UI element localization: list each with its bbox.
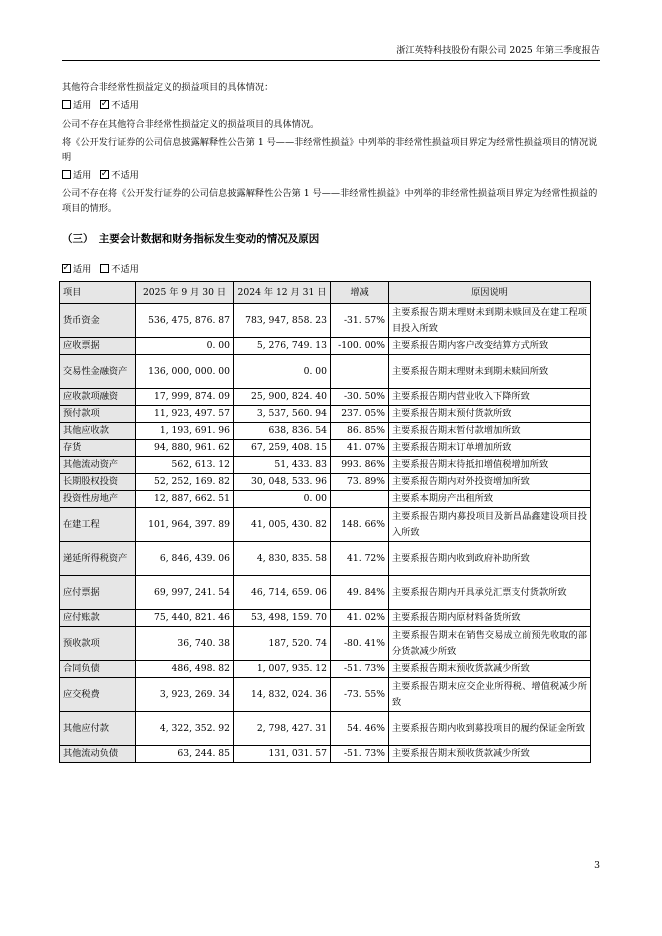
- cell-item: 应收款项融资: [60, 389, 136, 406]
- table-header-row: [60, 282, 591, 304]
- cell-item: 应收票据: [60, 338, 136, 355]
- cell-current: 486, 498. 82: [136, 661, 234, 678]
- cell-reason: 主要系报告期末预付货款所致: [389, 406, 591, 423]
- cell-item: 递延所得税资产: [60, 542, 136, 576]
- header-previous: 2024 年 12 月 31 日: [234, 282, 331, 304]
- cell-change: -73. 55%: [331, 678, 389, 712]
- cell-previous: 783, 947, 858. 23: [234, 304, 331, 338]
- cell-reason: 主要系报告期内开具承兑汇票支付货款所致: [389, 576, 591, 610]
- other-items-options: [62, 98, 600, 113]
- cell-previous: 67, 259, 408. 15: [234, 440, 331, 457]
- cell-item: 投资性房地产: [60, 491, 136, 508]
- cell-item: 其他应付款: [60, 712, 136, 746]
- option-not-applicable: 不适用: [111, 100, 139, 111]
- table-row: [60, 627, 591, 661]
- cell-current: 3, 923, 269. 34: [136, 678, 234, 712]
- cell-change: -100. 00%: [331, 338, 389, 355]
- section-title: （三） 主要会计数据和财务指标发生变动的情况及原因: [62, 233, 320, 245]
- cell-current: 136, 000, 000. 00: [136, 355, 234, 389]
- checkbox-unchecked-icon: [62, 170, 71, 179]
- cell-change: -31. 57%: [331, 304, 389, 338]
- checkbox-checked-icon: [100, 100, 109, 109]
- cell-previous: 4, 830, 835. 58: [234, 542, 331, 576]
- checkbox-unchecked-icon: [62, 100, 71, 109]
- cell-item: 交易性金融资产: [60, 355, 136, 389]
- cell-reason: 主要系报告期内客户改变结算方式所致: [389, 338, 591, 355]
- cell-change: -30. 50%: [331, 389, 389, 406]
- cell-current: 69, 997, 241. 54: [136, 576, 234, 610]
- cell-current: 536, 475, 876. 87: [136, 304, 234, 338]
- cell-reason: 主要系报告期末订单增加所致: [389, 440, 591, 457]
- cell-change: 148. 66%: [331, 508, 389, 542]
- table-row: [60, 440, 591, 457]
- table-row: [60, 406, 591, 423]
- table-row: [60, 542, 591, 576]
- defined-items-options: [62, 168, 600, 183]
- cell-reason: 主要系报告期内收到募投项目的履约保证金所致: [389, 712, 591, 746]
- cell-previous: 0. 00: [234, 491, 331, 508]
- cell-current: 11, 923, 497. 57: [136, 406, 234, 423]
- cell-change: 41. 02%: [331, 610, 389, 627]
- cell-reason: 主要系本期房产出租所致: [389, 491, 591, 508]
- cell-previous: 5, 276, 749. 13: [234, 338, 331, 355]
- page-number: 3: [594, 860, 600, 871]
- cell-change: 237. 05%: [331, 406, 389, 423]
- cell-reason: 主要系报告期末暂付款增加所致: [389, 423, 591, 440]
- cell-reason: 主要系报告期末预收货款减少所致: [389, 746, 591, 763]
- financial-changes-table: [59, 281, 591, 763]
- cell-reason: 主要系报告期末待抵扣增值税增加所致: [389, 457, 591, 474]
- cell-previous: 131, 031. 57: [234, 746, 331, 763]
- cell-previous: 2, 798, 427. 31: [234, 712, 331, 746]
- cell-current: 12, 887, 662. 51: [136, 491, 234, 508]
- cell-change: -51. 73%: [331, 661, 389, 678]
- cell-current: 101, 964, 397. 89: [136, 508, 234, 542]
- cell-item: 合同负债: [60, 661, 136, 678]
- table-row: [60, 491, 591, 508]
- table-row: [60, 576, 591, 610]
- cell-item: 在建工程: [60, 508, 136, 542]
- cell-current: 1, 193, 691. 96: [136, 423, 234, 440]
- cell-reason: 主要系报告期内营业收入下降所致: [389, 389, 591, 406]
- cell-previous: 41, 005, 430. 82: [234, 508, 331, 542]
- cell-current: 52, 252, 169. 82: [136, 474, 234, 491]
- header-current: 2025 年 9 月 30 日: [136, 282, 234, 304]
- cell-previous: 1, 007, 935. 12: [234, 661, 331, 678]
- cell-reason: 主要系报告期内募投项目及新昌晶鑫建设项目投入所致: [389, 508, 591, 542]
- cell-item: 预收款项: [60, 627, 136, 661]
- cell-change: -51. 73%: [331, 746, 389, 763]
- cell-previous: 51, 433. 83: [234, 457, 331, 474]
- defined-items-answer: 公司不存在将《公开发行证券的公司信息披露解释性公告第 1 号——非经常性损益》中列举的非经常性损益项目界定为经常性损益的项目的情形。: [62, 188, 598, 214]
- cell-reason: 主要系报告期末理财未到期未赎回及在建工程项目投入所致: [389, 304, 591, 338]
- cell-item: 其他流动资产: [60, 457, 136, 474]
- cell-item: 应付账款: [60, 610, 136, 627]
- cell-change: 86. 85%: [331, 423, 389, 440]
- cell-change: [331, 491, 389, 508]
- defined-items-question: 将《公开发行证券的公司信息披露解释性公告第 1 号——非经常性损益》中列举的非经常性损益项目界定为经常性损益项目的情况说明: [62, 137, 598, 163]
- other-items-question: 其他符合非经常性损益定义的损益项目的具体情况：: [62, 82, 274, 93]
- cell-item: 货币资金: [60, 304, 136, 338]
- table-row: [60, 746, 591, 763]
- cell-previous: 3, 537, 560. 94: [234, 406, 331, 423]
- cell-change: 993. 86%: [331, 457, 389, 474]
- section-options: [62, 262, 600, 277]
- cell-item: 长期股权投资: [60, 474, 136, 491]
- cell-item: 应付票据: [60, 576, 136, 610]
- cell-item: 存货: [60, 440, 136, 457]
- table-row: [60, 661, 591, 678]
- table-row: [60, 712, 591, 746]
- table-row: [60, 474, 591, 491]
- header-reason: 原因说明: [389, 282, 591, 304]
- cell-current: 0. 00: [136, 338, 234, 355]
- cell-change: 41. 72%: [331, 542, 389, 576]
- cell-item: 应交税费: [60, 678, 136, 712]
- cell-previous: 53, 498, 159. 70: [234, 610, 331, 627]
- cell-item: 其他流动负债: [60, 746, 136, 763]
- table-row: [60, 678, 591, 712]
- table-row: [60, 610, 591, 627]
- cell-current: 562, 613. 12: [136, 457, 234, 474]
- cell-current: 6, 846, 439. 06: [136, 542, 234, 576]
- cell-previous: 25, 900, 824. 40: [234, 389, 331, 406]
- header-change: 增减: [331, 282, 389, 304]
- cell-reason: 主要系报告期内对外投资增加所致: [389, 474, 591, 491]
- cell-change: 73. 89%: [331, 474, 389, 491]
- table-row: [60, 304, 591, 338]
- header-item: 项目: [60, 282, 136, 304]
- page-header: 浙江英特科技股份有限公司 2025 年第三季度报告: [62, 44, 600, 61]
- checkbox-checked-icon: [62, 264, 71, 273]
- table-row: [60, 423, 591, 440]
- checkbox-checked-icon: [100, 170, 109, 179]
- cell-previous: 30, 048, 533. 96: [234, 474, 331, 491]
- table-row: [60, 338, 591, 355]
- option-not-applicable: 不适用: [111, 170, 139, 181]
- table-row: [60, 457, 591, 474]
- cell-reason: 主要系报告期末理财未到期未赎回所致: [389, 355, 591, 389]
- cell-reason: 主要系报告期内收到政府补助所致: [389, 542, 591, 576]
- checkbox-unchecked-icon: [100, 264, 109, 273]
- table-row: [60, 508, 591, 542]
- option-applicable: 适用: [73, 264, 92, 275]
- cell-previous: 46, 714, 659. 06: [234, 576, 331, 610]
- cell-reason: 主要系报告期末应交企业所得税、增值税减少所致: [389, 678, 591, 712]
- cell-current: 36, 740. 38: [136, 627, 234, 661]
- cell-change: 49. 84%: [331, 576, 389, 610]
- cell-item: 其他应收款: [60, 423, 136, 440]
- cell-change: -80. 41%: [331, 627, 389, 661]
- cell-item: 预付款项: [60, 406, 136, 423]
- cell-change: 54. 46%: [331, 712, 389, 746]
- cell-current: 94, 880, 961. 62: [136, 440, 234, 457]
- option-applicable: 适用: [73, 100, 92, 111]
- other-items-answer: 公司不存在其他符合非经常性损益定义的损益项目的具体情况。: [62, 119, 320, 130]
- cell-change: 41. 07%: [331, 440, 389, 457]
- option-not-applicable: 不适用: [111, 264, 139, 275]
- cell-current: 4, 322, 352. 92: [136, 712, 234, 746]
- cell-previous: 14, 832, 024. 36: [234, 678, 331, 712]
- cell-reason: 主要系报告期内原材料备货所致: [389, 610, 591, 627]
- cell-change: [331, 355, 389, 389]
- cell-previous: 0. 00: [234, 355, 331, 389]
- table-row: [60, 389, 591, 406]
- cell-current: 17, 999, 874. 09: [136, 389, 234, 406]
- cell-previous: 187, 520. 74: [234, 627, 331, 661]
- option-applicable: 适用: [73, 170, 92, 181]
- cell-reason: 主要系报告期末在销售交易成立前预先收取的部分货款减少所致: [389, 627, 591, 661]
- cell-previous: 638, 836. 54: [234, 423, 331, 440]
- cell-current: 75, 440, 821. 46: [136, 610, 234, 627]
- table-row: [60, 355, 591, 389]
- cell-current: 63, 244. 85: [136, 746, 234, 763]
- cell-reason: 主要系报告期末预收货款减少所致: [389, 661, 591, 678]
